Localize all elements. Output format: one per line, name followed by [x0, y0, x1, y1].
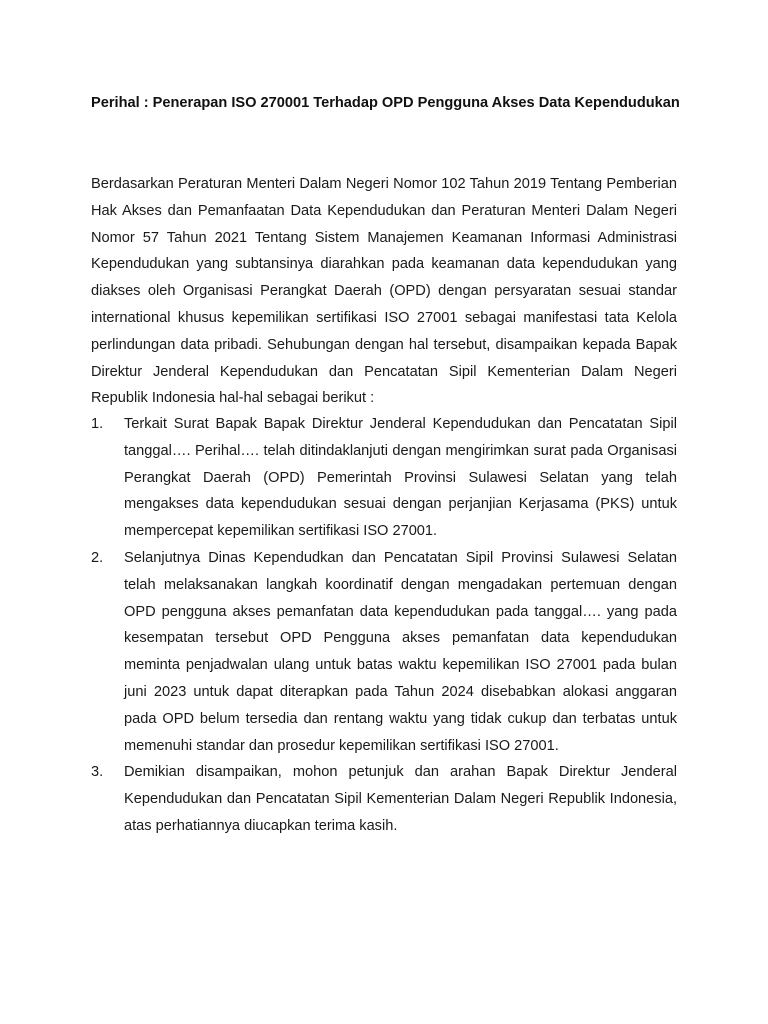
list-item-number: 3. — [91, 764, 104, 781]
list-item-text: Selanjutnya Dinas Kependudkan dan Pencatatan Sipil Provinsi Sulawesi Selatan telah melaksanakan langkah koordinatif dengan mengadakan pertemuan dengan OPD pengguna akses pemanfatan data kependudukan pada tanggal…. yang pada kesempatan tersebut OPD Pengguna akses pemanfatan data kependudukan meminta penjadwalan ulang untuk batas waktu kepemilikan ISO 27001 pada bulan juni 2023 untuk dapat diterapkan pada Tahun 2024 disebabkan alokasi anggaran pada OPD belum tersedia dan rentang waktu yang tidak cukup dan terbatas untuk memenuhi standar dan prosedur kepemilikan sertifikasi ISO 27001. — [124, 549, 677, 754]
intro-paragraph: Berdasarkan Peraturan Menteri Dalam Negeri Nomor 102 Tahun 2019 Tentang Pemberian Hak Akses dan Pemanfaatan Data Kependudukan dan Peraturan Menteri Dalam Negeri Nomor 57 Tahun 2021 Tentang Sistem Manajemen Keamanan Informasi Administrasi Kependudukan yang subtansinya diarahkan pada keamanan data kependudukan yang diakses oleh Organisasi Perangkat Daerah (OPD) dengan persyaratan sesuai standar international khusus kepemilikan sertifikasi ISO 27001 sebagai manifestasi tata Kelola perlindungan data pribadi. Sehubungan dengan hal tersebut, disampaikan kepada Bapak Direktur Jenderal Kependudukan dan Pencatatan Sipil Kementerian Dalam Negeri Republik Indonesia hal-hal sebagai berikut : — [91, 176, 677, 407]
list-item — [91, 545, 677, 759]
list-item-text: Demikian disampaikan, mohon petunjuk dan arahan Bapak Direktur Jenderal Kependudukan dan Pencatatan Sipil Kementerian Dalam Negeri Republik Indonesia, atas perhatiannya diucapkan terima kasih. — [124, 764, 677, 834]
list-item-number: 2. — [91, 549, 104, 566]
letter-subject: Perihal : Penerapan ISO 270001 Terhadap OPD Pengguna Akses Data Kependudukan — [91, 95, 680, 111]
list-item — [91, 411, 677, 545]
numbered-list — [91, 411, 677, 840]
list-item — [91, 759, 677, 839]
list-item-number: 1. — [91, 416, 104, 432]
list-item-text: Terkait Surat Bapak Bapak Direktur Jenderal Kependudukan dan Pencatatan Sipil tanggal…. Perihal…. telah ditindaklanjuti dengan mengirimkan surat pada Organisasi Perangkat Daerah (OPD) Pemerintah Provinsi Sulawesi Selatan yang telah mengakses data kependudukan sesuai dengan perjanjian Kerjasama (PKS) untuk mempercepat kepemilikan sertifikasi ISO 27001. — [124, 416, 677, 540]
